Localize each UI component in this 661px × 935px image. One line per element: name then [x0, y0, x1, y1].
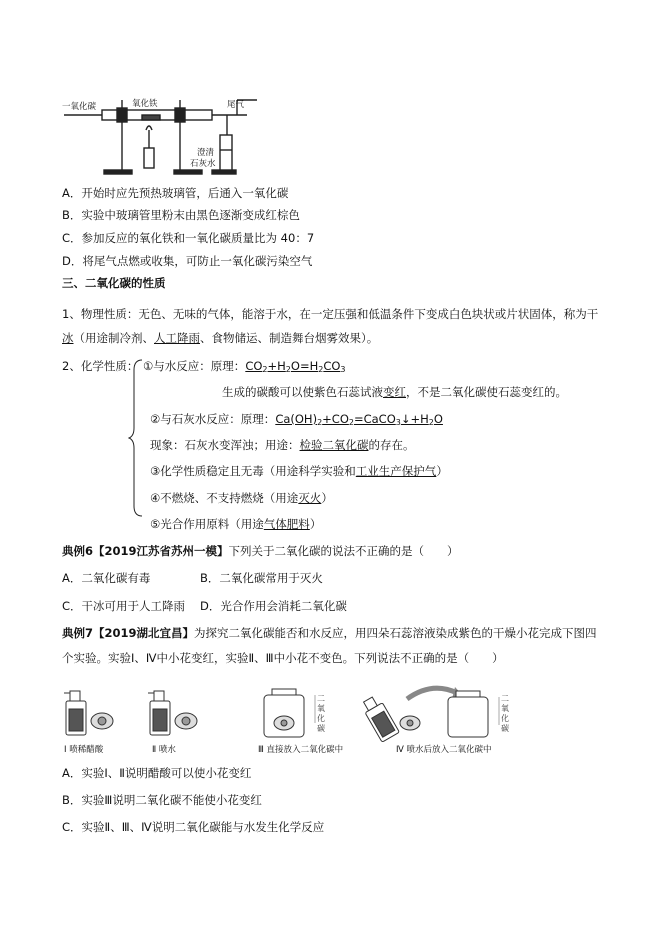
caption-experiment-2: Ⅱ 喷水 [152, 745, 176, 755]
artificial-rain-term: 人工降雨 [154, 331, 200, 345]
caption-experiment-3: Ⅲ 直接放入二氧化碳中 [258, 745, 344, 755]
example6-tag: 典例6【2019江苏省苏州一模】 [62, 544, 229, 558]
turns-red-term: 变红 [383, 385, 406, 399]
uses-prefix: （用途制冷剂、 [73, 331, 154, 345]
example7-tag: 典例7【2019湖北宜昌】 [62, 626, 195, 640]
co-label: 一氧化碳 [62, 102, 97, 112]
item5-photosynthesis: ⑤光合作用原料（用途气体肥料） [150, 517, 322, 531]
detect-co2-term: 检验二氧化碳 [299, 438, 369, 452]
limewater-label-1: 澄清 [197, 148, 215, 158]
caption-experiment-1: Ⅰ 喷稀醋酸 [64, 745, 104, 755]
uses-suffix: 、食物储运、制造舞台烟雾效果）。 [200, 331, 379, 345]
example7-option-a: A．实验Ⅰ、Ⅱ说明醋酸可以使小花变红 [62, 766, 252, 780]
item3-stable: ③化学性质稳定且无毒（用途科学实验和工业生产保护气） [150, 464, 448, 478]
item1-note: 生成的碳酸可以使紫色石蕊试液变红，不是二氧化碳使石蕊变红的。 [222, 385, 567, 399]
prev-option-c: C．参加反应的氧化铁和一氧化碳质量比为 40：7 [62, 231, 315, 245]
physical-properties-line1: 1、物理性质：无色、无味的气体，能溶于水，在一定压强和低温条件下变成白色块状或片状固体，称为干 [62, 307, 599, 321]
item2-limewater-reaction [150, 411, 443, 431]
physical-properties-line2 [62, 330, 378, 346]
example7-option-c: C．实验Ⅱ、Ⅲ、Ⅳ说明二氧化碳能与水发生化学反应 [62, 820, 325, 834]
dry-ice-term: 冰 [62, 331, 74, 345]
item1-water-reaction [143, 358, 346, 378]
example6-option-c: C．干冰可用于人工降雨 [62, 599, 186, 613]
brace-bracket [128, 358, 144, 518]
example6-option-d: D．光合作用会消耗二氧化碳 [200, 599, 347, 613]
prev-option-b: B．实验中玻璃管里粉末由黑色逐渐变成红棕色 [62, 208, 300, 222]
item1-equation: $CO_2+H_2O=H_2CO_3$ [245, 359, 346, 374]
item4-nonflammable: ④不燃烧、不支持燃烧（用途灭火） [150, 491, 333, 505]
protective-gas-term: 工业生产保护气 [355, 464, 437, 478]
section-title: 三、二氧化碳的性质 [62, 276, 166, 290]
extinguish-term: 灭火 [298, 491, 322, 505]
prev-option-d: D．将尾气点燃或收集，可防止一氧化碳污染空气 [62, 254, 313, 268]
example6-option-a: A．二氧化碳有毒 [62, 571, 151, 585]
prev-option-a: A．开始时应先预热玻璃管，后通入一氧化碳 [62, 186, 289, 200]
item2-prefix: ②与石灰水反应：原理： [150, 412, 276, 426]
example7-option-b: B．实验Ⅲ说明二氧化碳不能使小花变红 [62, 793, 262, 807]
item2-note: 现象：石灰水变浑浊；用途：检验二氧化碳的存在。 [150, 438, 415, 452]
fe2o3-label: 氧化铁 [132, 99, 158, 109]
chemical-properties-label: 2、化学性质： [62, 359, 139, 373]
item2-equation: $Ca(OH)_2+CO_2=CaCO_3↓+H_2O$ [275, 412, 443, 427]
limewater-label-2: 石灰水 [190, 159, 216, 169]
example6-stem: 典例6【2019江苏省苏州一模】下列关于二氧化碳的说法不正确的是（ ） [62, 544, 459, 558]
example7-stem-line2: 个实验。实验Ⅰ、Ⅳ中小花变红，实验Ⅱ、Ⅲ中小花不变色。下列说法不正确的是（ ） [62, 651, 504, 665]
example7-stem-line1: 典例7【2019湖北宜昌】为探究二氧化碳能否和水反应，用四朵石蕊溶液染成紫色的干燥小花完成下图四 [62, 626, 597, 640]
caption-experiment-4: Ⅳ 喷水后放入二氧化碳中 [396, 745, 492, 755]
example6-option-b: B．二氧化碳常用于灭火 [200, 571, 323, 585]
item1-prefix: ①与水反应：原理： [143, 359, 246, 373]
exhaust-label: 尾气 [227, 100, 245, 110]
gas-fertilizer-term: 气体肥料 [263, 517, 310, 531]
